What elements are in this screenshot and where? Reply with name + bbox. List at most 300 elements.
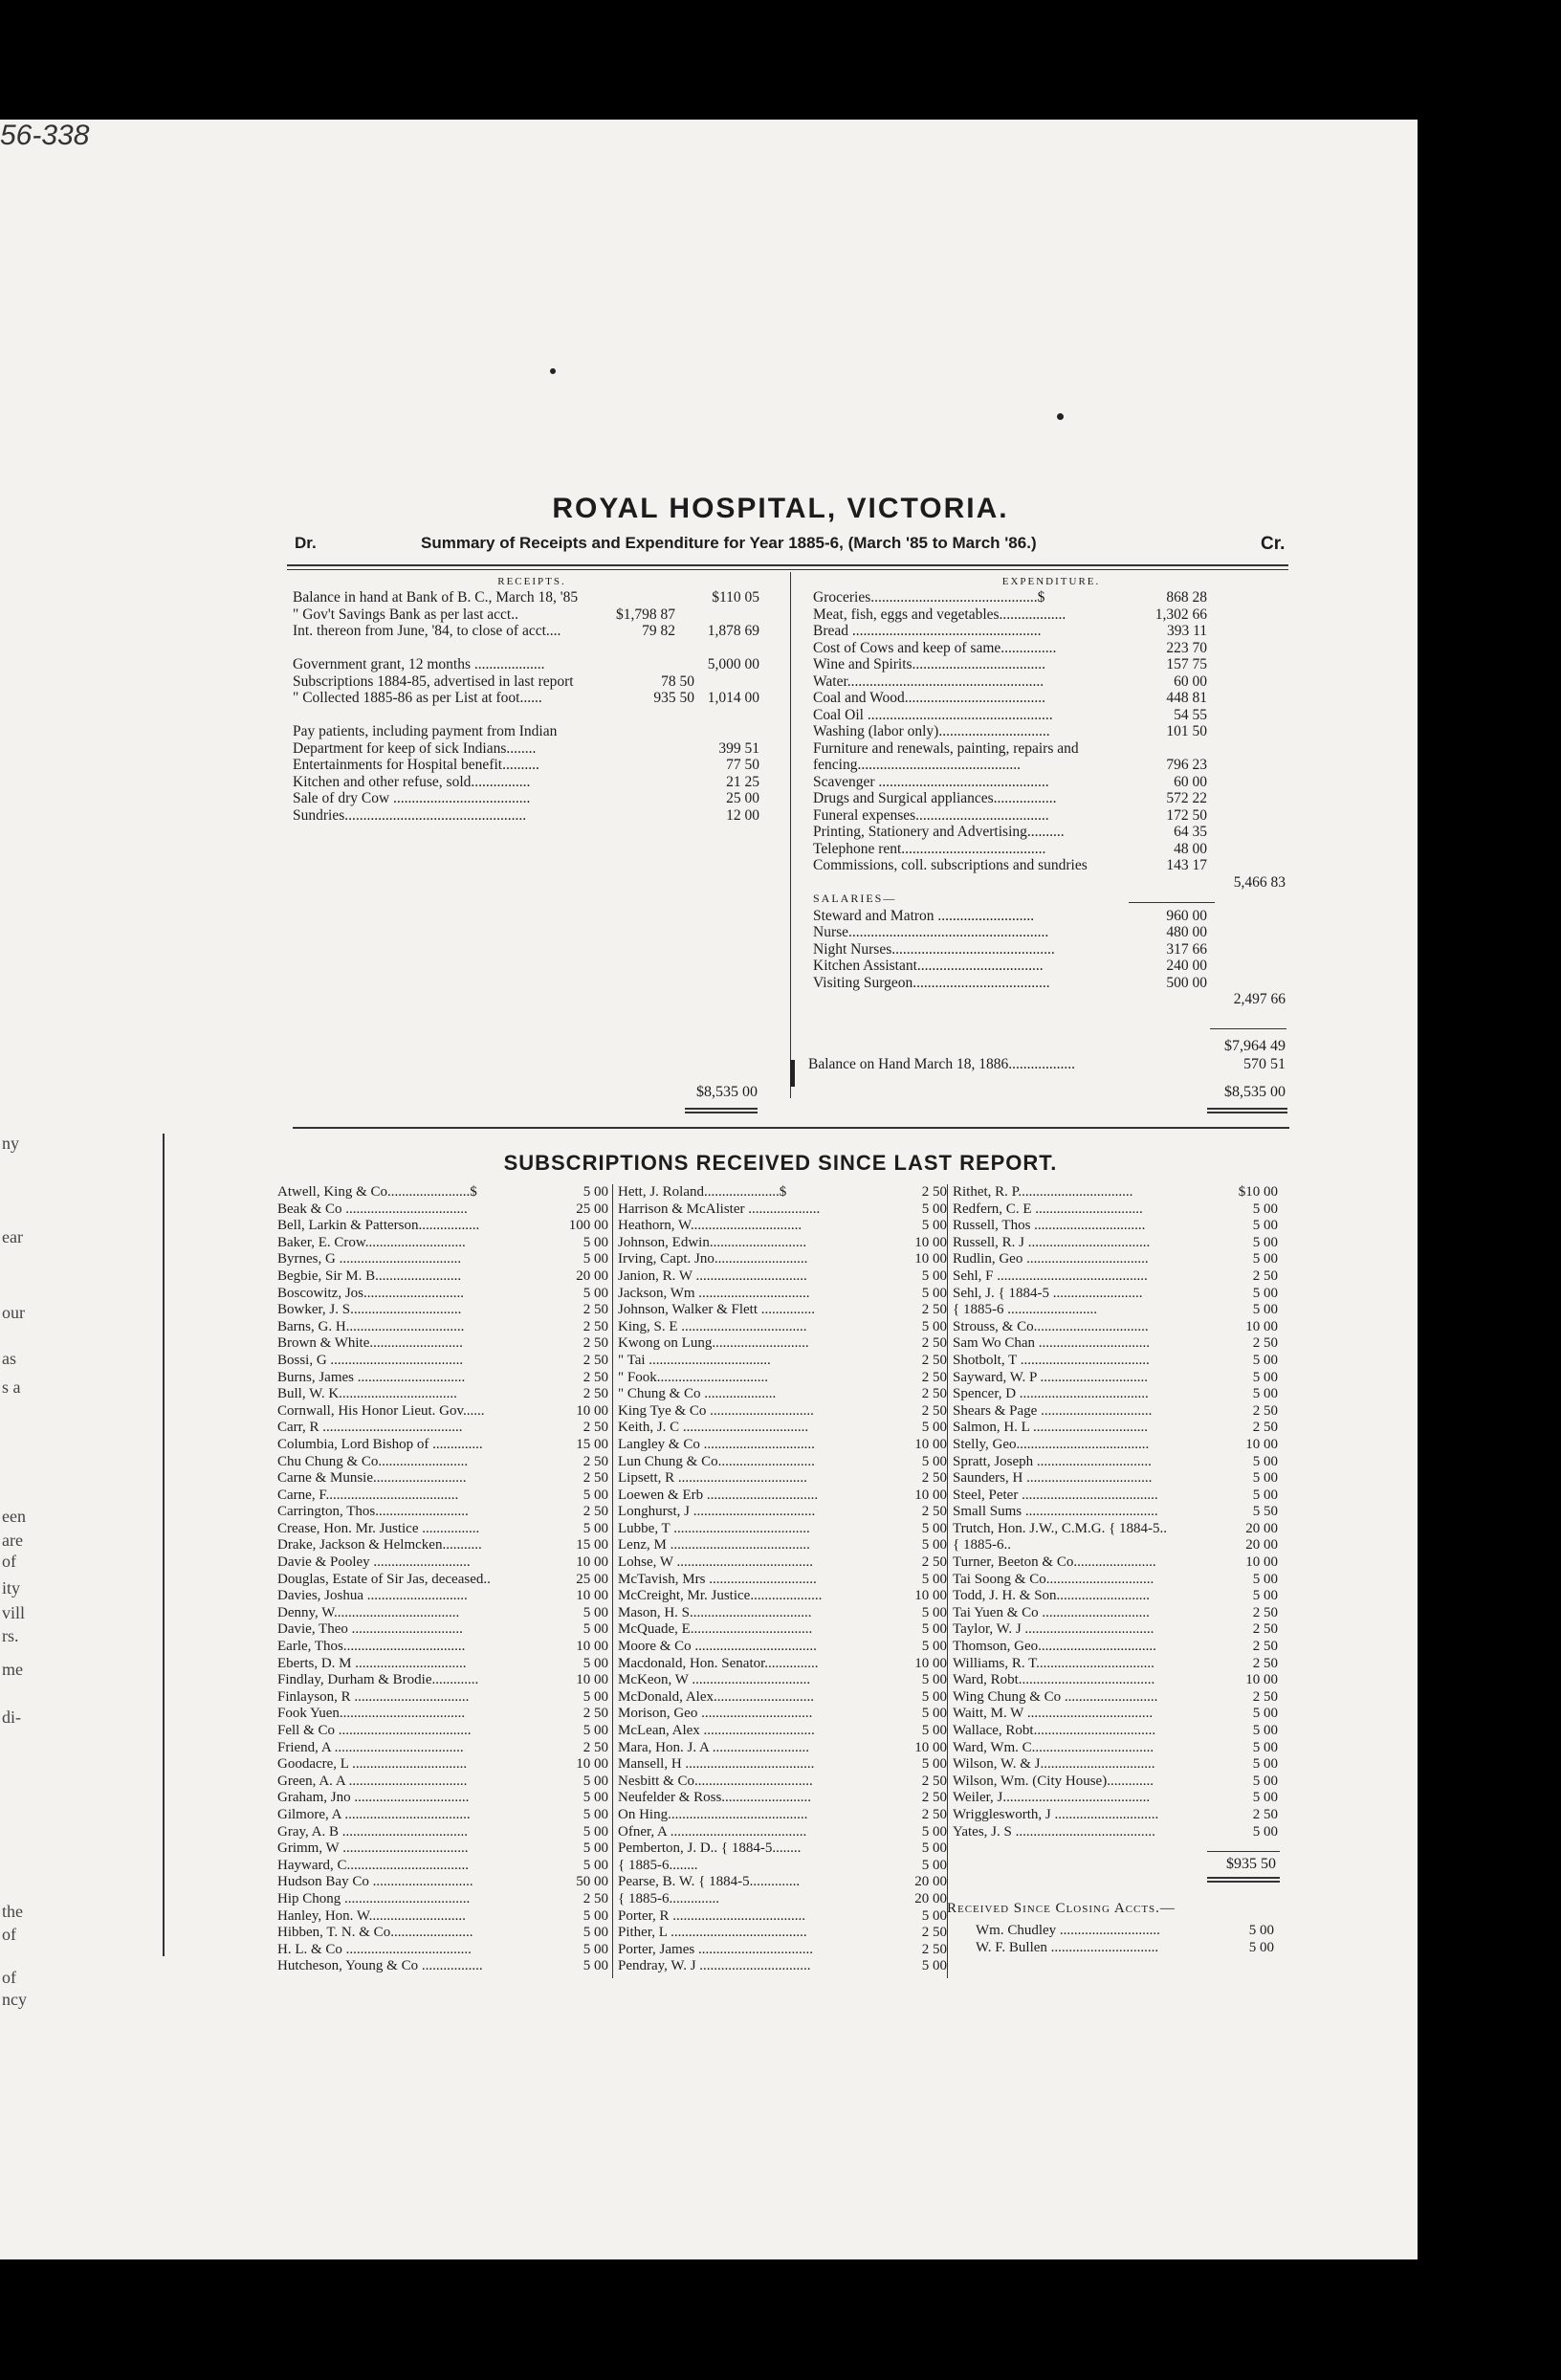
subscription-row — [277, 1656, 608, 1673]
subscriber-name: McTavish, Mrs .............................. — [618, 1571, 817, 1587]
expenditure-row — [813, 824, 1289, 841]
subscription-amount: 15 00 — [576, 1537, 608, 1554]
closing-rows — [976, 1923, 1274, 1956]
expenditure-row — [813, 891, 1289, 908]
subscription-amount: 5 00 — [583, 1790, 608, 1806]
subscription-amount: 2 50 — [1252, 1420, 1278, 1436]
subscriber-name: Keith, J. C ................................... — [618, 1420, 809, 1436]
receipt-value-3: 399 51 — [718, 739, 759, 757]
closing-heading: Received Since Closing Accts.— — [947, 1901, 1176, 1916]
subscription-row — [277, 1891, 608, 1908]
expenditure-row — [813, 690, 1289, 707]
subscription-amount: 10 00 — [914, 1739, 947, 1755]
subscription-amount: 5 00 — [583, 1773, 608, 1789]
subscription-row — [277, 1840, 608, 1858]
subscription-row — [277, 1740, 608, 1757]
subscriber-name: Moore & Co .................................. — [618, 1639, 817, 1655]
subscriber-name: Neufelder & Ross......................... — [618, 1790, 812, 1806]
subscriber-name: Hanley, Hon. W........................... — [277, 1907, 466, 1924]
subscriber-name: Sehl, F .......................................... — [953, 1267, 1148, 1284]
subscriber-name: Lohse, W ...................................... — [618, 1554, 814, 1571]
receipt-row — [293, 623, 771, 640]
subscription-row — [277, 1790, 608, 1807]
expenditure-label: Washing (labor only).............................. — [813, 723, 1050, 739]
subscription-amount: 100 00 — [568, 1218, 608, 1234]
subscription-row — [953, 1302, 1278, 1319]
subscription-amount: 5 00 — [921, 1453, 947, 1469]
subscription-amount: 2 50 — [583, 1504, 608, 1520]
subscription-row — [277, 1235, 608, 1252]
expenditure-value-1: 572 22 — [1166, 790, 1207, 806]
receipt-value-3: $110 05 — [712, 589, 759, 606]
subscription-amount: 5 00 — [921, 1958, 947, 1974]
receipts-heading: RECEIPTS. — [497, 576, 566, 587]
subscriber-name: Bossi, G ..................................... — [277, 1352, 464, 1368]
subscription-amount: 5 00 — [921, 1318, 947, 1334]
expenditure-value-1: 157 75 — [1166, 656, 1207, 672]
expenditure-label: Nurse...................................................... — [813, 924, 1049, 940]
subscription-row — [976, 1940, 1274, 1957]
subscription-row — [618, 1958, 947, 1975]
receipt-label: Subscriptions 1884-85, advertised in last report — [293, 672, 574, 690]
subscription-row — [277, 1672, 608, 1689]
expenditure-value-1: 64 35 — [1174, 824, 1207, 840]
receipt-label: Department for keep of sick Indians........ — [293, 739, 537, 757]
expenditure-value-1: 60 00 — [1174, 672, 1207, 690]
subscription-amount: 2 50 — [921, 1925, 947, 1941]
left-page-fragment: the — [2, 1902, 23, 1921]
subscription-amount: 10 00 — [1245, 1436, 1278, 1452]
expenditure-value-1: 223 70 — [1166, 639, 1207, 656]
subscriber-name: Baker, E. Crow............................ — [277, 1234, 466, 1250]
expenditure-row — [813, 908, 1289, 925]
expenditure-label: Kitchen Assistant.................................. — [813, 958, 1044, 974]
subscriber-name: Turner, Beeton & Co....................... — [953, 1554, 1156, 1571]
subscription-amount: 5 00 — [1252, 1201, 1278, 1217]
subscription-row — [618, 1268, 947, 1286]
subscription-amount: 2 50 — [583, 1453, 608, 1469]
subscription-amount: 5 00 — [583, 1941, 608, 1957]
subscriber-name: Bull, W. K................................. — [277, 1386, 457, 1402]
subscriber-name: Pearse, B. W. { 1884-5.............. — [618, 1874, 801, 1890]
subscriber-name: { 1885-6.. — [953, 1537, 1011, 1554]
left-page-fragment: vill — [2, 1603, 26, 1622]
subscription-row — [277, 1286, 608, 1303]
subscription-row — [277, 1908, 608, 1926]
subscription-amount: 5 00 — [921, 1621, 947, 1638]
subscriptions-total-rule-top — [1207, 1851, 1280, 1852]
subscription-row — [277, 1437, 608, 1454]
subscription-amount: 20 00 — [1245, 1537, 1278, 1554]
expenditure-label: Coal and Wood...................................... — [813, 690, 1046, 706]
subscription-row — [953, 1537, 1278, 1554]
subscription-row — [953, 1370, 1278, 1387]
subscription-amount: 2 50 — [583, 1352, 608, 1368]
subscription-row — [618, 1353, 947, 1370]
subscription-amount: 5 00 — [921, 1201, 947, 1217]
subscription-row — [618, 1858, 947, 1875]
subscription-amount: 2 50 — [1252, 1621, 1278, 1638]
subscription-amount: 5 00 — [1252, 1773, 1278, 1789]
subscription-amount: 2 50 — [583, 1335, 608, 1352]
subscription-amount: 5 00 — [1252, 1386, 1278, 1402]
subscriber-name: H. L. & Co ................................... — [277, 1941, 472, 1957]
subscriber-name: King Tye & Co ............................. — [618, 1402, 814, 1419]
subscription-row — [618, 1201, 947, 1219]
subscriber-name: Macdonald, Hon. Senator............... — [618, 1655, 819, 1671]
expenditure-row — [813, 975, 1289, 992]
receipt-value-3: 1,878 69 — [707, 623, 759, 639]
subscription-row — [618, 1790, 947, 1807]
subscriptions-column-2 — [618, 1184, 947, 1975]
subscriber-name: Redfern, C. E .............................. — [953, 1201, 1143, 1217]
subscription-amount: 15 00 — [576, 1436, 608, 1452]
subscription-row — [618, 1184, 947, 1201]
subscription-row — [618, 1689, 947, 1707]
subscriber-name: Johnson, Walker & Flett ............... — [618, 1302, 816, 1318]
subscription-amount: 5 00 — [1252, 1739, 1278, 1755]
subscriber-name: Crease, Hon. Mr. Justice ................ — [277, 1520, 480, 1536]
subscription-row — [618, 1386, 947, 1403]
subscription-row — [953, 1740, 1278, 1757]
column-divider — [790, 572, 791, 1098]
expenditure-value-2: 2,497 66 — [1233, 991, 1286, 1007]
subscription-row — [953, 1403, 1278, 1421]
subscription-row — [618, 1251, 947, 1268]
subscription-amount: 2 50 — [921, 1806, 947, 1822]
subscription-amount: 2 50 — [583, 1386, 608, 1402]
expenditure-label: Commissions, coll. subscriptions and sundries — [813, 857, 1088, 873]
subscription-amount: 2 50 — [1252, 1402, 1278, 1419]
expenditure-value-1: 240 00 — [1166, 958, 1207, 974]
receipt-value-3: 77 50 — [726, 757, 759, 773]
subscriber-name: Irving, Capt. Jno.......................... — [618, 1251, 808, 1267]
subscription-row — [277, 1572, 608, 1589]
receipt-row — [293, 656, 771, 673]
subscription-amount: 2 50 — [921, 1184, 947, 1200]
subscription-row — [277, 1774, 608, 1791]
expenditure-value-1: 393 11 — [1166, 623, 1207, 639]
subscriber-name: Harrison & McAlister .................... — [618, 1201, 821, 1217]
subscription-amount: 2 50 — [921, 1470, 947, 1487]
subscription-amount: 5 00 — [921, 1823, 947, 1840]
left-page-fragment: ear — [2, 1227, 23, 1246]
expenditure-row — [813, 640, 1289, 657]
subscription-row — [277, 1874, 608, 1891]
subscriber-name: W. F. Bullen .............................. — [976, 1939, 1159, 1955]
subscription-row — [277, 1521, 608, 1538]
subscription-amount: 20 00 — [1245, 1520, 1278, 1536]
receipt-label: Balance in hand at Bank of B. C., March 18, '85 — [293, 589, 579, 606]
receipt-row — [293, 740, 771, 758]
subscriber-name: Rithet, R. P................................ — [953, 1184, 1133, 1200]
subscriber-name: Todd, J. H. & Son.......................... — [953, 1588, 1151, 1604]
subscription-row — [618, 1235, 947, 1252]
receipt-row — [293, 774, 771, 791]
expenditure-row — [813, 723, 1289, 740]
subscriber-name: Pither, L ...................................... — [618, 1925, 807, 1941]
subscription-row — [618, 1840, 947, 1858]
receipt-label: Sundries................................................. — [293, 806, 527, 824]
subscription-amount: 50 00 — [576, 1874, 608, 1890]
subscriber-name: Spencer, D .................................... — [953, 1386, 1149, 1402]
left-page-fragment: of — [2, 1925, 16, 1944]
subscription-row — [277, 1201, 608, 1219]
subscription-amount: 5 00 — [1252, 1706, 1278, 1722]
subscription-amount: 2 50 — [583, 1302, 608, 1318]
expenditure-value-1: 60 00 — [1174, 773, 1207, 790]
subscriber-name: Carr, R ....................................... — [277, 1420, 463, 1436]
subscriber-name: Sehl, J. { 1884-5 ......................... — [953, 1285, 1143, 1301]
subscriber-name: Bowker, J. S............................... — [277, 1302, 462, 1318]
expenditure-value-1: 480 00 — [1166, 924, 1207, 940]
subscriber-name: Hayward, C.................................. — [277, 1857, 469, 1873]
subscriber-name: Loewen & Erb ............................... — [618, 1487, 819, 1503]
subscription-amount: 10 00 — [914, 1251, 947, 1267]
expenditure-value-1: 796 23 — [1166, 757, 1207, 773]
subscription-row — [277, 1319, 608, 1336]
subscriber-name: Kwong on Lung........................... — [618, 1335, 809, 1352]
subscriber-name: Wrigglesworth, J ............................. — [953, 1806, 1159, 1822]
subscriber-name: Cornwall, His Honor Lieut. Gov...... — [277, 1402, 485, 1419]
subscription-row — [277, 1858, 608, 1875]
subscriber-name: Stelly, Geo..................................... — [953, 1436, 1150, 1452]
subscription-row — [618, 1286, 947, 1303]
expenditure-label: Drugs and Surgical appliances................. — [813, 790, 1057, 806]
subscription-row — [618, 1672, 947, 1689]
subscription-amount: 5 00 — [921, 1639, 947, 1655]
subscription-row — [953, 1319, 1278, 1336]
subscription-row — [277, 1807, 608, 1824]
subscription-amount: 5 00 — [921, 1857, 947, 1873]
expenditure-column — [813, 574, 1289, 1008]
summary-subtitle: Summary of Receipts and Expenditure for Year 1885-6, (March '85 to March '86.) — [421, 534, 1037, 552]
expenditure-label: Visiting Surgeon..................................... — [813, 974, 1050, 991]
subscription-row — [953, 1723, 1278, 1740]
subscriber-name: Sam Wo Chan ............................... — [953, 1335, 1151, 1352]
expenditure-label: fencing............................................ — [813, 757, 1021, 773]
expenditure-row — [813, 807, 1289, 825]
subscription-amount: 5 00 — [583, 1285, 608, 1301]
subscriber-name: Carne, F..................................... — [277, 1487, 459, 1503]
subscription-amount: 5 00 — [921, 1520, 947, 1536]
subscription-row — [953, 1454, 1278, 1471]
subscriber-name: Mansell, H .................................... — [618, 1756, 815, 1773]
subscription-row — [277, 1639, 608, 1656]
subscription-row — [618, 1218, 947, 1235]
subscriber-name: Tai Yuen & Co .............................. — [953, 1604, 1150, 1620]
subscriber-name: Earle, Thos.................................. — [277, 1639, 466, 1655]
expenditure-label: Coal Oil .................................................. — [813, 706, 1053, 723]
subscription-amount: 5 00 — [1248, 1939, 1274, 1955]
subscription-amount: 5 00 — [583, 1857, 608, 1873]
subscription-amount: 10 00 — [576, 1402, 608, 1419]
subscriber-name: Hett, J. Roland.....................$ — [618, 1184, 787, 1200]
subscription-row — [618, 1537, 947, 1554]
subscription-amount: 20 00 — [576, 1267, 608, 1284]
subscription-row — [277, 1723, 608, 1740]
subscriber-name: Wilson, Wm. (City House)............. — [953, 1773, 1154, 1789]
receipt-row — [293, 673, 771, 691]
page-number: 56-338 — [0, 120, 90, 151]
expenditure-row — [813, 857, 1289, 874]
subscriber-name: Eberts, D. M ............................... — [277, 1655, 467, 1671]
subscription-amount: 5 00 — [921, 1267, 947, 1284]
subscription-row — [618, 1925, 947, 1942]
subscription-amount: 2 50 — [583, 1706, 608, 1722]
subscription-row — [277, 1268, 608, 1286]
expenditure-value-1: 101 50 — [1166, 723, 1207, 739]
subscriber-name: Pemberton, J. D.. { 1884-5........ — [618, 1840, 802, 1857]
subscriptions-divider-1 — [612, 1184, 613, 1978]
subscriber-name: Findlay, Durham & Brodie............. — [277, 1672, 479, 1688]
subscription-amount: 5 00 — [1252, 1251, 1278, 1267]
subscription-row — [953, 1470, 1278, 1488]
subscription-amount: 2 50 — [1252, 1688, 1278, 1705]
subscription-amount: 5 00 — [583, 1907, 608, 1924]
subscription-row — [618, 1302, 947, 1319]
subscriber-name: Gilmore, A ................................... — [277, 1806, 471, 1822]
expenditure-value-1: 960 00 — [1166, 907, 1207, 924]
subscription-row — [953, 1756, 1278, 1774]
subscriber-name: Longhurst, J .................................. — [618, 1504, 816, 1520]
subscription-amount: 5 00 — [1252, 1453, 1278, 1469]
subscription-row — [953, 1689, 1278, 1707]
subscription-row — [277, 1537, 608, 1554]
subscription-row — [618, 1420, 947, 1437]
subscription-amount: 25 00 — [576, 1571, 608, 1587]
subscription-amount: 10 00 — [576, 1588, 608, 1604]
ink-speck — [550, 368, 556, 374]
receipt-label: Government grant, 12 months ................... — [293, 656, 545, 672]
subscriber-name: Weiler, J......................................... — [953, 1790, 1151, 1806]
expenditure-row — [813, 790, 1289, 807]
subscription-amount: 2 50 — [583, 1369, 608, 1385]
receipt-row — [293, 723, 771, 740]
subscription-row — [953, 1386, 1278, 1403]
subscription-amount: 5 00 — [583, 1723, 608, 1738]
subscriber-name: { 1885-6 ......................... — [953, 1302, 1097, 1318]
subscription-amount: 5 00 — [1252, 1352, 1278, 1368]
left-page-fragment: me — [2, 1660, 23, 1679]
subscription-row — [953, 1807, 1278, 1824]
receipt-value-2: 78 50 — [661, 672, 694, 690]
subscription-row — [618, 1554, 947, 1572]
header-rule — [287, 564, 1288, 566]
subscription-row — [618, 1470, 947, 1488]
ink-speck — [1057, 413, 1064, 420]
subscription-row — [277, 1554, 608, 1572]
subscriber-name: Langley & Co ............................... — [618, 1436, 815, 1452]
receipt-label: Sale of dry Cow ..................................... — [293, 790, 531, 806]
left-page-fragment: di- — [2, 1708, 21, 1727]
subscriber-name: Ward, Robt...................................... — [953, 1672, 1155, 1688]
subscription-amount: 2 50 — [921, 1369, 947, 1385]
subscriber-name: Hip Chong ................................... — [277, 1890, 471, 1906]
expenditure-label: Scavenger .............................................. — [813, 773, 1049, 790]
subscriber-name: Shotbolt, T .................................... — [953, 1352, 1150, 1368]
subscription-row — [277, 1824, 608, 1841]
subscription-amount: 5 00 — [921, 1840, 947, 1857]
header-rule-2 — [287, 569, 1288, 570]
subscriber-name: On Hing....................................... — [618, 1806, 808, 1822]
receipt-value-3: 21 25 — [726, 773, 759, 790]
subscriber-name: " Fook............................... — [618, 1369, 768, 1385]
subscription-row — [953, 1218, 1278, 1235]
subscription-row — [277, 1184, 608, 1201]
subscription-row — [277, 1454, 608, 1471]
expenditure-label: Cost of Cows and keep of same............... — [813, 639, 1057, 656]
subscription-amount: 5 00 — [583, 1688, 608, 1705]
subscriber-name: Wallace, Robt.................................. — [953, 1723, 1156, 1738]
subscriber-name: McLean, Alex ............................... — [618, 1723, 815, 1738]
subscription-amount: 5 00 — [1252, 1588, 1278, 1604]
subscription-row — [277, 1403, 608, 1421]
subscriber-name: Bell, Larkin & Patterson................. — [277, 1218, 480, 1234]
subscription-amount: 5 00 — [583, 1823, 608, 1840]
subscriptions-total-rule — [1207, 1877, 1280, 1883]
receipt-label: Kitchen and other refuse, sold................ — [293, 773, 531, 790]
receipt-value-1: 79 82 — [642, 623, 675, 639]
subscription-row — [277, 1488, 608, 1505]
subscriber-name: Nesbitt & Co................................. — [618, 1773, 813, 1789]
subscription-row — [277, 1370, 608, 1387]
subscriber-name: Jackson, Wm ............................... — [618, 1285, 810, 1301]
subscriber-name: Atwell, King & Co.......................$ — [277, 1184, 477, 1200]
subscription-row — [618, 1740, 947, 1757]
subscription-row — [953, 1286, 1278, 1303]
expenditure-row — [813, 958, 1289, 975]
subscriber-name: Pendray, W. J ............................... — [618, 1958, 811, 1974]
subscription-amount: 5 00 — [583, 1621, 608, 1638]
expenditure-row — [813, 740, 1289, 758]
subscriber-name: Porter, James ................................ — [618, 1941, 813, 1957]
subscriber-name: Graham, Jno ................................ — [277, 1790, 470, 1806]
subscription-amount: 2 50 — [583, 1420, 608, 1436]
subscription-amount: 5 00 — [583, 1234, 608, 1250]
subscription-row — [953, 1588, 1278, 1605]
subscriber-name: Trutch, Hon. J.W., C.M.G. { 1884-5.. — [953, 1520, 1168, 1536]
subscription-amount: 5 00 — [921, 1218, 947, 1234]
expenditure-label: Furniture and renewals, painting, repairs and — [813, 739, 1079, 757]
subscription-row — [618, 1723, 947, 1740]
expenditure-row — [813, 991, 1289, 1008]
subscription-amount: 2 50 — [1252, 1267, 1278, 1284]
subscriber-name: Porter, R ..................................... — [618, 1907, 806, 1924]
subscription-amount: 5 50 — [1252, 1504, 1278, 1520]
subscriber-name: Tai Soong & Co.............................. — [953, 1571, 1154, 1587]
subscriber-name: Hudson Bay Co ............................ — [277, 1874, 473, 1890]
subscription-amount: 5 00 — [1248, 1923, 1274, 1938]
subscription-amount: 2 50 — [583, 1890, 608, 1906]
subscription-row — [277, 1218, 608, 1235]
subscription-row — [953, 1824, 1278, 1841]
subscription-amount: 5 00 — [1252, 1302, 1278, 1318]
subscriber-name: Denny, W................................... — [277, 1604, 460, 1620]
subscription-row — [618, 1874, 947, 1891]
subscription-amount: $10 00 — [1238, 1184, 1278, 1200]
receipt-value-3: 12 00 — [726, 806, 759, 824]
subscription-amount: 5 00 — [583, 1184, 608, 1200]
subscription-amount: 10 00 — [914, 1655, 947, 1671]
document-title: ROYAL HOSPITAL, VICTORIA. — [552, 493, 1009, 524]
subscriber-name: Small Sums ..................................... — [953, 1504, 1158, 1520]
subscription-amount: 2 50 — [1252, 1655, 1278, 1671]
subscriber-name: Heathorn, W............................... — [618, 1218, 802, 1234]
subscriber-name: Carrington, Thos.......................... — [277, 1504, 469, 1520]
subscriber-name: Steel, Peter ...................................... — [953, 1487, 1158, 1503]
subscriber-name: Johnson, Edwin........................... — [618, 1234, 807, 1250]
